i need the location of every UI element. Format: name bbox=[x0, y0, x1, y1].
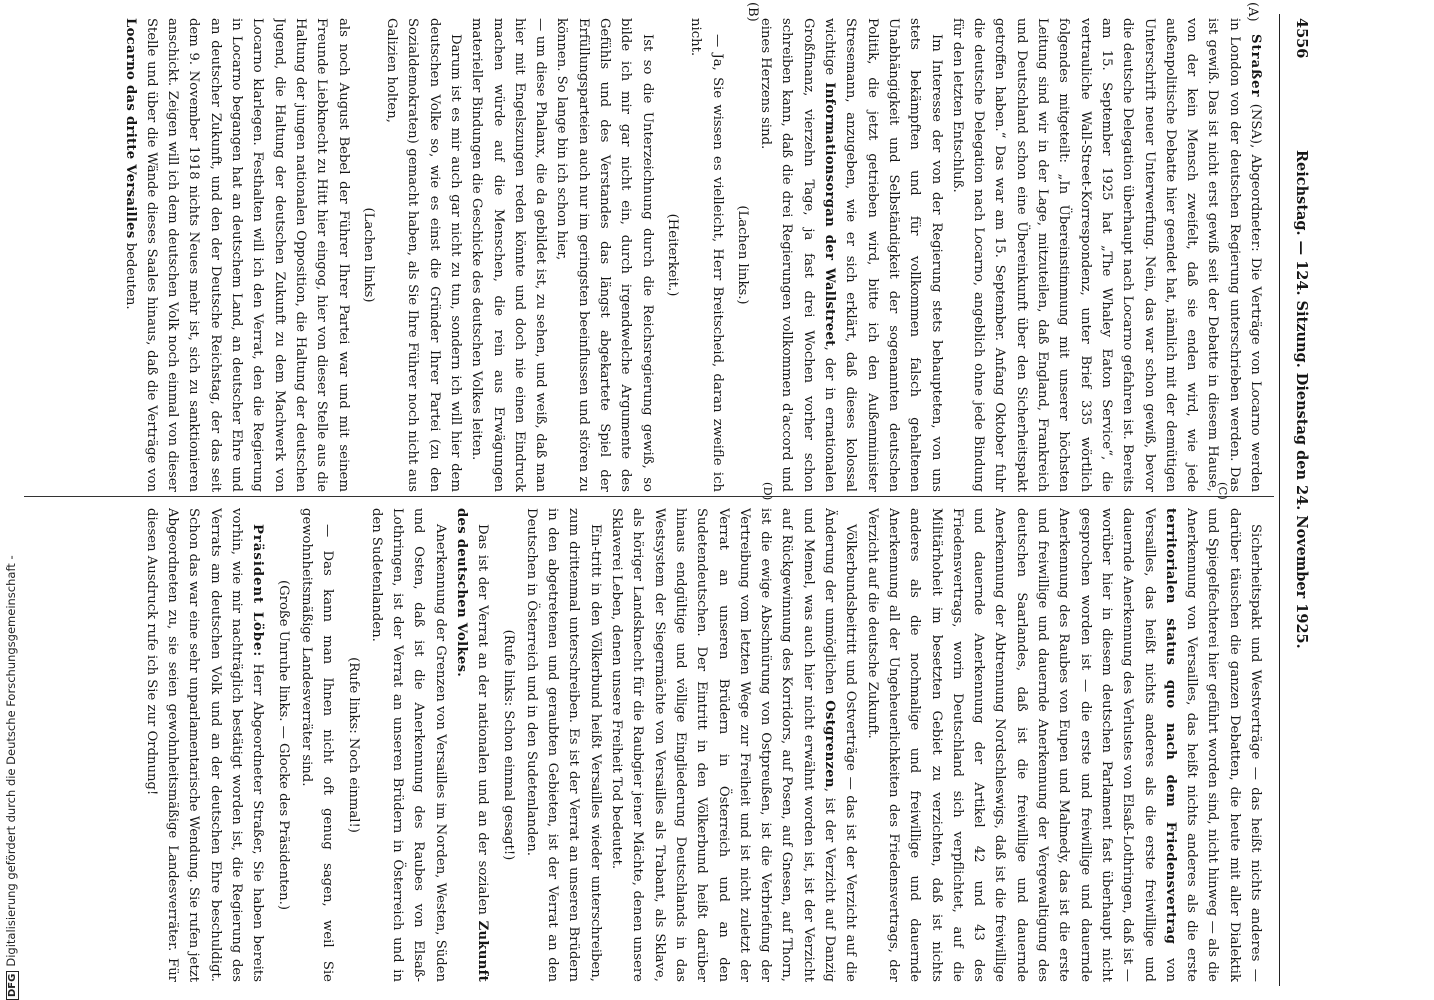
speech-paragraph: — Ja, Sie wissen es vielleicht, Herr Breitscheid, daran zweifle ich nicht. bbox=[688, 18, 725, 492]
interjection: (Große Unruhe links. — Glocke des Präsidenten.) bbox=[275, 579, 291, 911]
interjection: (Lachen links.) bbox=[734, 205, 750, 305]
speech-paragraph: Ist so die Unterzeichnung durch die Reichsregierung gewiß, so bilde ich mir gar nicht ein, durch irgendwelche Argumente des Gefühls und des Verstandes das längst abgekartete Spiel der Erfüllungsparteien auch nur im geringsten beeinflussen und stören zu können. So lange bin ich schon hier, bbox=[554, 18, 655, 492]
margin-mark-c: (C) bbox=[1216, 482, 1230, 500]
margin-mark-a: (A) bbox=[1245, 2, 1260, 22]
interjection: (Rufe links: Schon einmal gesagt!) bbox=[500, 629, 516, 861]
speech-paragraph: Darum ist es mir auch gar nicht zu tun, sondern ich will hier dem deutschen Volke so, wie es einst die Gründer Ihrer Partei (zu den Sozialdemokraten) gemacht haben, als Sie Ihre Führer noch nicht aus Galizien holten, bbox=[384, 18, 464, 492]
speaker-name: Straßer bbox=[1248, 34, 1263, 98]
interjection: (Heiterkeit.) bbox=[664, 213, 680, 297]
speech-paragraph: — um diese Phalanx, die da gebildet ist, zu sehen, und weiß, daß man hier mit Engelszungen reden könnte und doch nie einen Eindruck machen würde auf die Menschen, die rein aus Erwägungen materieller Bindungen die Geschicke des deutschen Volkes leiten. bbox=[469, 18, 549, 492]
right-column bbox=[26, 508, 1266, 982]
bold-phrase: Informationsorgan der Wallstreet bbox=[822, 82, 838, 347]
speech-paragraph: Ein-tritt in den Völkerbund heißt Versailles wieder unterschreiben, zum drittenmal unterschreiben. Es ist der Verrat an unseren Brüdern in den abgetretenen und geraubten Gebieten, ist der Verrat an den Deutschen in Österreich und in den Sudetenlanden. bbox=[523, 508, 603, 982]
paragraph-text: (NSA), Abgeordneter: Die Verträge von Locarno werden in London von der deutschen Regierung unterschrieben werden. Das ist gewiß. Das ist nicht erst gewiß seit der Debatte in diesem Hause, von der kein Mensch zweifelt, daß sie enden wird, wie jede außenpolitische Debatte hier geendet hat, nämlich mit der demütigen Unterschrift neuer Unterwerfung. Nein, das war schon gewiß, bevor die deutsche Delegation überhaupt nach Locarno gefahren ist. Bereits am 15. September 1925 hat „The Whaley Eaton Service“, die vertrauliche Wall-Street-Korrespondenz, unter Brief 335 wörtlich folgendes mitgeteilt: „In Übereinstimmung mit unserer höchsten Leitung sind wir in der Lage, mitzuteilen, daß England, Frankreich und Deutschland schon eine Übereinkunft über den Sicherheitspakt getroffen haben.“ Das war am 15. September. Anfang Oktober fuhr die deutsche Delegation nach Locarno, angeblich ohne jede Bindung für den letzten Entschluß. bbox=[949, 18, 1263, 492]
speech-paragraph bbox=[451, 508, 494, 982]
bold-phrase: Locarno das dritte Versailles bbox=[122, 18, 138, 239]
page-number: 4556 bbox=[1293, 18, 1310, 59]
side-imprint bbox=[4, 0, 22, 1000]
bold-phrase: territorialen status quo nach dem Friedensvertrag bbox=[1162, 508, 1178, 945]
column-divider bbox=[24, 496, 1274, 497]
speech-paragraph: — Das kann man Ihnen nicht oft genug sagen, weil Sie gewohnheitsmäßige Landesverräter sind. bbox=[298, 508, 336, 982]
bold-phrase: Ostgrenzen bbox=[822, 700, 838, 788]
speech-paragraph bbox=[606, 508, 862, 982]
margin-mark-d: (D) bbox=[761, 482, 775, 501]
bold-phrase: Zukunft des deutschen Volkes. bbox=[454, 508, 491, 982]
dfg-logo: DFG bbox=[6, 971, 19, 1000]
speech-paragraph bbox=[141, 508, 269, 982]
paragraph-text: als noch August Bebel der Führer Ihrer Partei war und mit seinem Freunde Liebknecht zu Hitt hier eingog, hier von dieser Stelle aus die Haltung der jungen nationalen Opposition, die Haltung der deutschen Jugend, die Haltung der deutschen Zukunft zu dem Machwerk von Locarno klarlegen. Festhalten will ich den Verrat, den die Regierung in Locarno begangen hat an deutschem Land, an deutscher Ehre und an deutscher Zukunft, und den der Deutsche Reichstag, der das seit dem 9. November 1918 nichts Neues mehr ist, sich zu sanktionieren anschickt. Zeigen will ich dem deutschen Volk noch einmal von dieser Stelle und über die Wände dieses Saales hinaus, daß die Verträge von Locarno das dritte Versailles bedeuten. bbox=[122, 18, 351, 492]
paragraph-text: Herr Abgeordneter Straßer, Sie haben bereits vorhin, wie mir nachträglich bestätigt worden ist, die Regierung des Verrats am deutschen Volk und an der deutschen Ehre beschuldigt. Schon das war eine sehr unparlamentarische Wendung. Sie rufen jetzt Abgeordneten zu, sie seien gewohnheitsmäßige Landesverräter. Für diesen Ausdruck rufe ich Sie zur Ordnung! bbox=[143, 508, 266, 982]
speaker-name: Präsident Löbe: bbox=[250, 524, 266, 658]
left-column bbox=[26, 18, 1266, 492]
speech-paragraph bbox=[755, 18, 947, 492]
margin-mark-b: (B) bbox=[745, 2, 760, 22]
imprint-text: Digitalisierung gefördert durch die Deutsche Forschungsgemeinschaft - bbox=[4, 555, 18, 967]
interjection: (Rufe links: Noch einmal!) bbox=[345, 657, 361, 833]
speech-paragraph bbox=[119, 18, 353, 492]
paragraph-text: Das ist der Verrat an der nationalen und an der sozialen Zukunft des deutschen Volkes. bbox=[454, 508, 491, 982]
interjection: (Lachen links) bbox=[360, 207, 376, 303]
speech-paragraph bbox=[947, 18, 1266, 492]
speech-paragraph bbox=[861, 508, 1266, 982]
speech-paragraph: Anerkennung der Grenzen von Versailles im Norden, Westen, Süden und Osten, daß ist die Anerkennung des Raubes von Elsaß-Lothringen, ist der Verrat an unseren Brüdern in Österreich und in den Sudetenlanden. bbox=[368, 508, 448, 982]
header-rule bbox=[1279, 14, 1280, 986]
paragraph-text: Im Interesse der von der Regierung stets behaupteten, von uns stets bekämpften und für vollkommen falsch gehaltenen Unabhängigkeit und Selbständigkeit der sogenannten deutschen Politik, die jetzt getrieben wird, bitte ich den Außenminister Stresemann, anzugeben, wie er sich erklärt, daß dieses kolossal wichtige Informationsorgan der Wallstreet, der in ernationalen Großfinanz, vierzehn Tage, ja fast drei Wochen vorher schon schreiben kann, daß die drei Regierungen vollkommen d'accord und eines Herzens sind. bbox=[758, 18, 944, 492]
paragraph-text: Sicherheitspakt und Westverträge — das heißt nichts anderes — darüber täuschen die ganzen Debatten, die heute mit aller Dialektik und Spiegelfechterei hier geführt worden sind, nicht hinweg — als die Anerkennung von Versailles, das heißt nichts anderes als die erste territorialen status quo nach dem Friedensvertrag von Versailles, das heißt nichts anderes als die erste freiwillige und dauernde Anerkennung des Verlustes von Elsaß-Lothringen, daß ist — worüber hier in diesem deutschen Parlament fast überhaupt nicht gesprochen worden ist — die erste und freiwillige und dauernde Anerkennung des Raubes von Eupen und Malmedy, das ist die erste und freiwillige und dauernde Anerkennung der Vergewaltigung des deutschen Saarlandes, daß ist die freiwillige und dauernde Anerkennung der Abtrennung Nordschleswigs, daß ist die freiwillige und dauernde Anerkennung der Artikel 42 und 43 des Friedensvertrags, worin Deutschland sich verpflichtet, auf die Militärhoheit im besetzten Gebiet zu verzichten, daß ist nichts anderes als die nochmalige und freiwillige und dauernde Anerkennung all der Ungeheuerlichkeiten des Friedensvertrags, der Verzicht auf die deutsche Zukunft. bbox=[864, 508, 1263, 982]
running-head: Reichstag. — 124. Sitzung. Dienstag den 24. November 1925. bbox=[1293, 150, 1310, 649]
paragraph-text: Völkerbundsbeitritt und Ostverträge — das ist der Verzicht auf die Änderung der unmöglichen Ostgrenzen, ist der Verzicht auf Danzig und Memel, was auch hier nicht erwähnt worden ist, ist der Verzicht auf Rückgewinnung des Korridors, auf Posen, auf Gnesen, auf Thorn, ist die ewige Abschnürung von Ostpreußen, ist die Verbriefung der Vertreibung vom letzten Wege zur Freiheit und ist nicht zuletzt der Verrat an unseren Brüdern in Österreich und an den Sudetendeutschen. Der Eintritt in den Völkerbund heißt darüber hinaus endgültige und völlige Eingliederung Deutschlands in das Westsystem der Siegermächte von Versailles als Trabant, als Sklave, als höriger Landsknecht für die Raubgier jener Mächte, denen unsere Sklaverei Leben, denen unsere Freiheit Tod bedeutet. bbox=[609, 508, 859, 982]
